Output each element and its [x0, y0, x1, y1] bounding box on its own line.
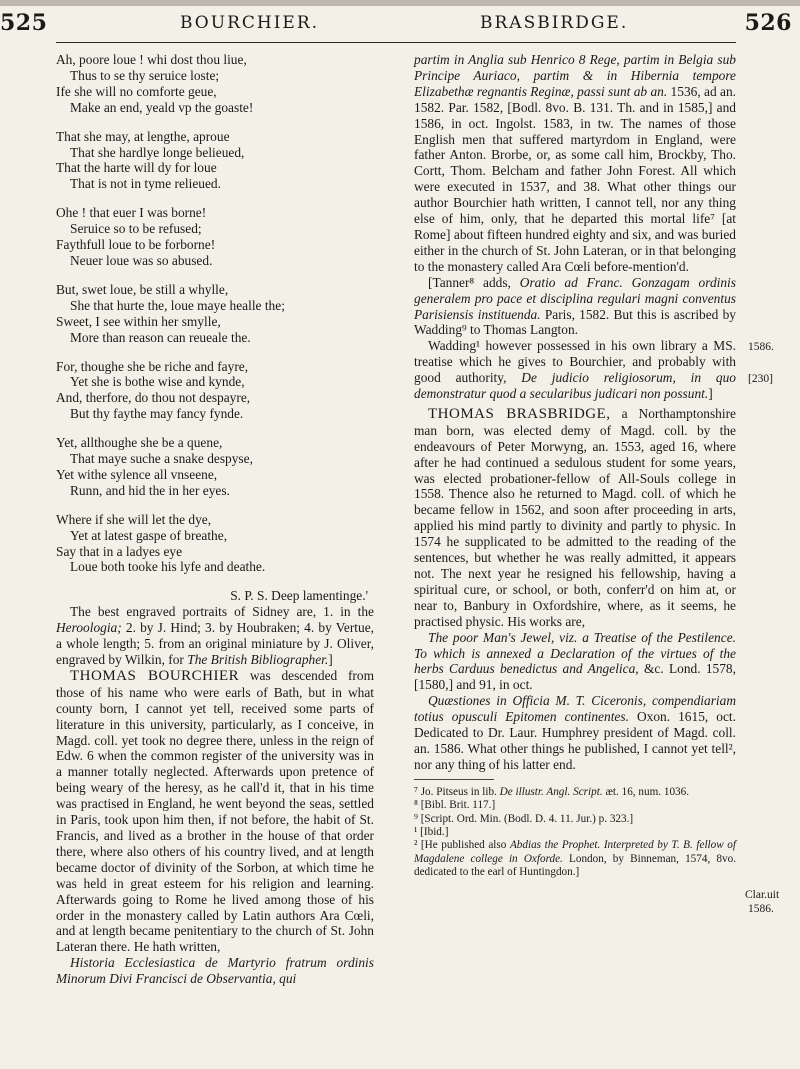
tanner-note: [Tanner⁸ adds, Oratio ad Franc. Gonzagam ordinis generalem pro pace et disciplina regulari magni conventus Parisiensis instituenda. Paris, 1582. But this is ascribed by Wadding⁹ to Thomas Langton. — [414, 274, 736, 338]
right-column — [414, 52, 736, 880]
poem-stanza — [56, 129, 374, 193]
work-poor-mans-jewel: The poor Man's Jewel, viz. a Treatise of the Pestilence. To which is annexed a Declaration of the virtues of the herbs Carduus benedictus and Angelica, &c. Lond. 1578, [1580,] and 91, in oct. — [414, 629, 736, 693]
bourchier-heading: THOMAS BOURCHIER — [70, 667, 240, 684]
footnote-rule — [414, 779, 494, 780]
margin-note-claruit-year: 1586. — [748, 903, 774, 915]
margin-note-claruit: Clar.uit — [745, 889, 780, 901]
page-header — [0, 0, 800, 52]
poem-line: Neuer loue was so abused. — [70, 252, 213, 268]
header-rule — [56, 42, 736, 43]
poem-stanza — [56, 282, 374, 346]
footnote-2: ² [He published also Abdias the Prophet. Interpreted by T. B. fellow of Magdalene college in Oxforde. London, by Binneman, 1574, 8vo. dedicated to the earl of Huntingdon.] — [414, 839, 736, 879]
margin-note-date: 1586. — [748, 341, 774, 353]
portraits-paragraph: The best engraved portraits of Sidney are, 1. in the Heroologia; 2. by J. Hind; 3. by Houbraken; 4. by Vertue, a whole length; 5. from an original miniature by J. Oliver, engraved by Wilkin, for The British Bibliographer.] — [56, 604, 374, 667]
poem-line: Ife she will no comforte geue, — [56, 83, 217, 99]
poem-line: Yet she is bothe wise and kynde, — [70, 374, 245, 390]
footnote-8: ⁸ [Bibl. Brit. 117.] — [414, 799, 496, 812]
poem-line: Faythfull loue to be forborne! — [56, 237, 216, 253]
poem-line: But thy faythe may fancy fynde. — [70, 406, 244, 422]
poem-line: That she may, at lengthe, aproue — [56, 128, 230, 144]
poem-line: Yet, allthoughe she be a quene, — [56, 435, 223, 451]
footnote-1: ¹ [Ibid.] — [414, 826, 449, 838]
poem-line: And, therfore, do thou not despayre, — [56, 390, 251, 406]
brasbridge-heading: THOMAS BRASBRIDGE, — [428, 405, 611, 422]
wadding-note: Wadding¹ however possessed in his own library a MS. treatise which he gives to Bourchier, and probably with good authority, De judicio religiosorum, in quo demonstratur quod a secularibus judicari non possunt.] — [414, 338, 736, 402]
left-column — [56, 52, 374, 987]
poem-signature: S. P. S. Deep lamentinge.' — [230, 588, 368, 604]
poem-line: That is not in tyme relieued. — [70, 176, 221, 192]
poem-line: Seruice so to be refused; — [70, 221, 202, 237]
poem-line: Ohe ! that euer I was borne! — [56, 205, 207, 221]
running-head-left: BOURCHIER. — [180, 13, 320, 33]
poem-line: That the harte will dy for loue — [56, 160, 217, 176]
poem-line: But, swet loue, be still a whylle, — [56, 281, 229, 297]
poem-stanza — [56, 512, 374, 576]
scan-edge — [0, 0, 800, 6]
poem-line: Thus to se thy seruice loste; — [70, 67, 220, 83]
bourchier-entry: THOMAS BOURCHIER was descended from those of his name who were earls of Bath, but in what county born, I cannot yet tell, received some parts of literature in this university, particularly, as I conceive, in Magd. coll. yet took no degree there, unless in the reign of Edw. 6 when the common register of the university was in a manner totally neglected. Afterwards upon pretence of being weary of the heresy, as he call'd it, that in his time was practised in England, he went beyond the seas, settled in Paris, took upon him then, if not before, the habit of St. Francis, and lived as a brother in the house of that order there, where also others of his country lived, and at length became doctor of divinity of the Sorbon, at which time he was held in great esteem for his religion and learning. Afterwards going to Rome he lived among those of his order in the monastery called by Latin authors Ara Cœli, and at length became penitentiary to the church of St. John Lateran there. He hath written, — [56, 667, 374, 955]
poem-line: She that hurte the, loue maye healle the; — [70, 297, 285, 313]
poem-line: Yet at latest gaspe of breathe, — [70, 527, 228, 543]
margin-note-page: [230] — [748, 373, 773, 385]
poem-line: Say that in a ladyes eye — [56, 543, 183, 559]
page-number-right: 526 — [744, 10, 792, 36]
page-number-left: 525 — [0, 10, 48, 36]
brasbridge-entry: THOMAS BRASBRIDGE, a Northamptonshire man born, was elected demy of Magd. coll. by the endeavours of Peter Morwyng, an. 1553, aged 16, where after he had continued a sedulous student for some years, was elected probationer-fellow of All-Souls college in 1558. Thence also he returned to Magd. coll. of which he became fellow in 1562, and soon after proceeding in arts, applied his mind partly to divinity and partly to physic. In 1574 he supplicated to be admitted to the reading of the sentences, but whether he was really admitted, it appears not. The next year he resigned his fellowship, having a spiritual cure, or school, or both, conferr'd on him at, or near to, Banbury in Oxfordshire, where, as it seems, he practised physic. His works are, — [414, 405, 736, 629]
footnote-9: ⁹ [Script. Ord. Min. (Bodl. D. 4. 11. Jur.) p. 323.] — [414, 812, 634, 825]
poem-stanza — [56, 52, 374, 116]
historia-continued: partim in Anglia sub Henrico 8 Rege, partim in Belgia sub Principe Auriaco, partim & in Hibernia tempore Elizabethæ regnantis Reginæ, passi sunt ab an. 1536, ad an. 1582. Par. 1582, [Bodl. 8vo. B. 131. Th. and in 1585,] and 1586, in oct. Ingolst. 1583, in tw. The names of those English men that suffered martyrdom in England, were father Anton. Brorbe, or, as some call him, Brockby, Tho. Cortt, Thom. Belcham and father John Forest. All which were executed in 1537, and 38. What other things our author Bourchier hath written, I cannot tell, nor any thing else of him, only, that he departed this mortal life⁷ [at Rome] about fifteen hundred eighty and six, and was buried either in the church of St. John Lateran, or in that belonging to the monastery called Ara Cœli before-mention'd. — [414, 52, 736, 274]
historia-title: Historia Ecclesiastica de Martyrio fratrum ordinis Minorum Divi Francisci de Observantia, qui — [56, 955, 374, 987]
poem-line: Where if she will let the dye, — [56, 511, 212, 527]
poem-line: More than reason can reueale the. — [70, 329, 251, 345]
footnote-7: ⁷ Jo. Pitseus in lib. De illustr. Angl. Script. æt. 16, num. 1036. — [414, 785, 690, 798]
poem-line: Ah, poore loue ! whi dost thou liue, — [56, 52, 247, 67]
poem-line: Make an end, yeald vp the goaste! — [70, 99, 254, 115]
poem-line: For, thoughe she be riche and fayre, — [56, 358, 249, 374]
poem-line: That maye suche a snake despyse, — [70, 451, 253, 467]
poem-stanza — [56, 435, 374, 499]
poem-line: That she hardlye longe belieued, — [70, 144, 245, 160]
running-head-right: BRASBIRDGE. — [480, 13, 629, 33]
poem-line: Loue both tooke his lyfe and deathe. — [70, 559, 266, 575]
poem-stanza — [56, 205, 374, 269]
poem-stanza — [56, 359, 374, 423]
poem-line: Yet withe sylence all vnseene, — [56, 466, 218, 482]
poem-line: Sweet, I see within her smylle, — [56, 313, 221, 329]
poem — [56, 52, 374, 575]
work-quaestiones: Quæstiones in Officia M. T. Ciceronis, compendiariam totius opusculi Epitomen continentes. Oxon. 1615, oct. Dedicated to Dr. Laur. Humphrey president of Magd. coll. an. 1586. What other things he published, I cannot yet tell², nor any thing of his latter end. — [414, 693, 736, 772]
poem-line: Runn, and hid the in her eyes. — [70, 482, 230, 498]
